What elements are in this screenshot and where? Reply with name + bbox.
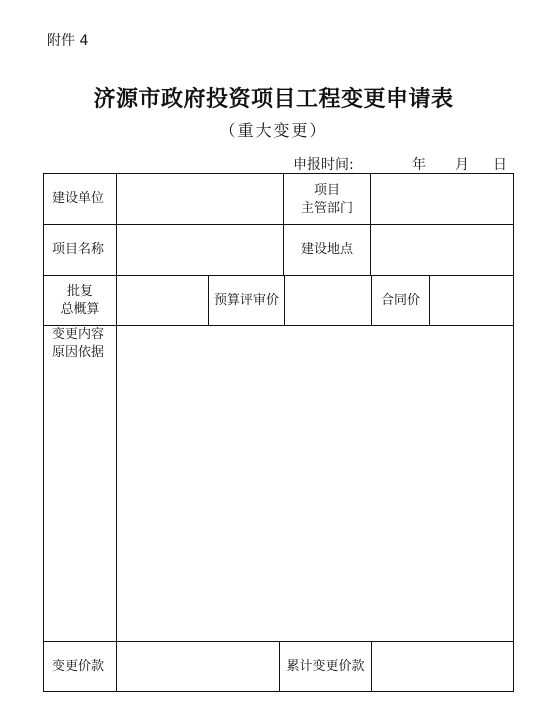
approved-estimate-field[interactable] <box>117 276 208 325</box>
change-price-field[interactable] <box>117 642 279 691</box>
project-name-field[interactable] <box>117 225 283 275</box>
report-time-label: 申报时间: <box>293 157 354 173</box>
label-change-price: 变更价款 <box>52 658 105 674</box>
change-content-reason-field[interactable] <box>117 326 513 641</box>
label-contract-price: 合同价 <box>380 292 420 308</box>
form-title: 济源市政府投资项目工程变更申请表 <box>93 86 454 112</box>
report-year-label: 年 <box>412 157 426 173</box>
budget-review-price-field[interactable] <box>285 276 371 325</box>
label-project-dept: 项目 主管部门 <box>300 183 353 216</box>
label-approved-estimate: 批复 总概算 <box>60 283 100 317</box>
report-month-label: 月 <box>455 157 469 173</box>
project-dept-field[interactable] <box>371 174 513 224</box>
attachment-label: 附件 4 <box>47 33 89 49</box>
label-construction-unit: 建设单位 <box>52 191 105 206</box>
report-time-bar <box>0 154 547 174</box>
change-request-form <box>43 173 514 692</box>
contract-price-field[interactable] <box>430 276 513 325</box>
construction-unit-field[interactable] <box>117 174 283 224</box>
form-subtitle: （重大变更） <box>219 121 328 140</box>
label-budget-review-price: 预算评审价 <box>213 292 279 308</box>
label-change-content-reason: 变更内容 原因依据 <box>52 327 105 360</box>
label-project-name: 项目名称 <box>52 242 105 257</box>
cumulative-change-price-field[interactable] <box>372 642 513 691</box>
label-cumulative-change-price: 累计变更价款 <box>286 658 365 674</box>
report-day-label: 日 <box>493 157 507 173</box>
construction-site-field[interactable] <box>371 225 513 275</box>
label-construction-site: 建设地点 <box>300 242 353 257</box>
